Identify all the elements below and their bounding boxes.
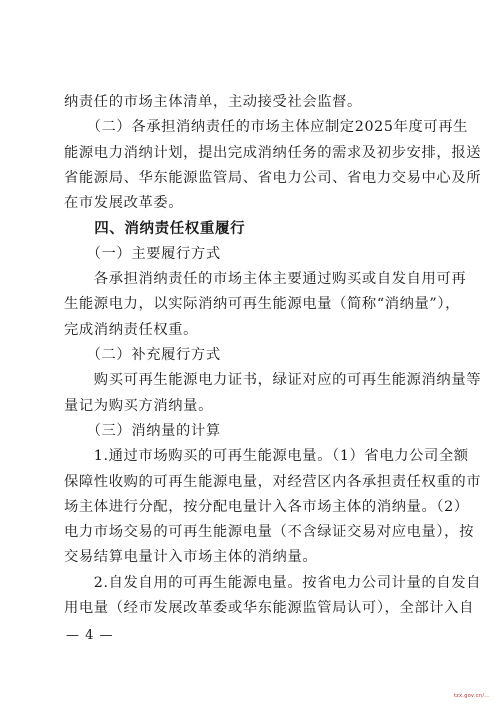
subsection-heading: （三）消纳量的计算: [64, 422, 221, 439]
subsection-heading: （二）补充履行方式: [64, 347, 221, 363]
text-line: 2.自发自用的可再生能源电量。按省电力公司计量的自发自: [64, 574, 482, 591]
text-line: 用电量（经市发展改革委或华东能源监管局认可），全部计入自: [64, 600, 474, 616]
text-line: 电力市场交易的可再生能源电量（不含绿证交易对应电量），按: [64, 524, 474, 541]
text-line: 交易结算电量计入市场主体的消纳量。: [64, 549, 318, 566]
page-number: — 4 —: [66, 628, 114, 643]
text-line: 生能源电力，以实际消纳可再生能源电量（简称“消纳量”），: [64, 296, 460, 313]
text-line: 省能源局、华东能源监管局、省电力公司、省电力交易中心及所: [64, 169, 482, 186]
text-line: 在市发展改革委。: [64, 195, 184, 212]
text-line: 购买可再生能源电力证书，绿证对应的可再生能源消纳量等: [64, 372, 482, 389]
text-line: 量记为购买方消纳量。: [64, 397, 213, 414]
subsection-heading: （一）主要履行方式: [64, 245, 221, 262]
text-line: 1.通过市场购买的可再生能源电量。（1）省电力公司全额: [64, 448, 469, 465]
text-line: 纳责任的市场主体清单，主动接受社会监督。: [64, 94, 362, 110]
text-line: 保障性收购的可再生能源电量，对经营区内各承担责任权重的市: [64, 473, 482, 490]
text-line: （二）各承担消纳责任的市场主体应制定2025年度可再生: [64, 119, 469, 136]
site-watermark: tzx.gov.cn/...: [453, 693, 490, 699]
section-heading: 四、消纳责任权重履行: [64, 220, 246, 237]
text-line: 能源电力消纳计划，提出完成消纳任务的需求及初步安排，报送: [64, 144, 482, 161]
text-line: 场主体进行分配，按分配电量计入各市场主体的消纳量。（2）: [64, 498, 469, 515]
text-line: 各承担消纳责任的市场主体主要通过购买或自发自用可再: [64, 271, 467, 288]
text-line: 完成消纳责任权重。: [64, 321, 199, 338]
